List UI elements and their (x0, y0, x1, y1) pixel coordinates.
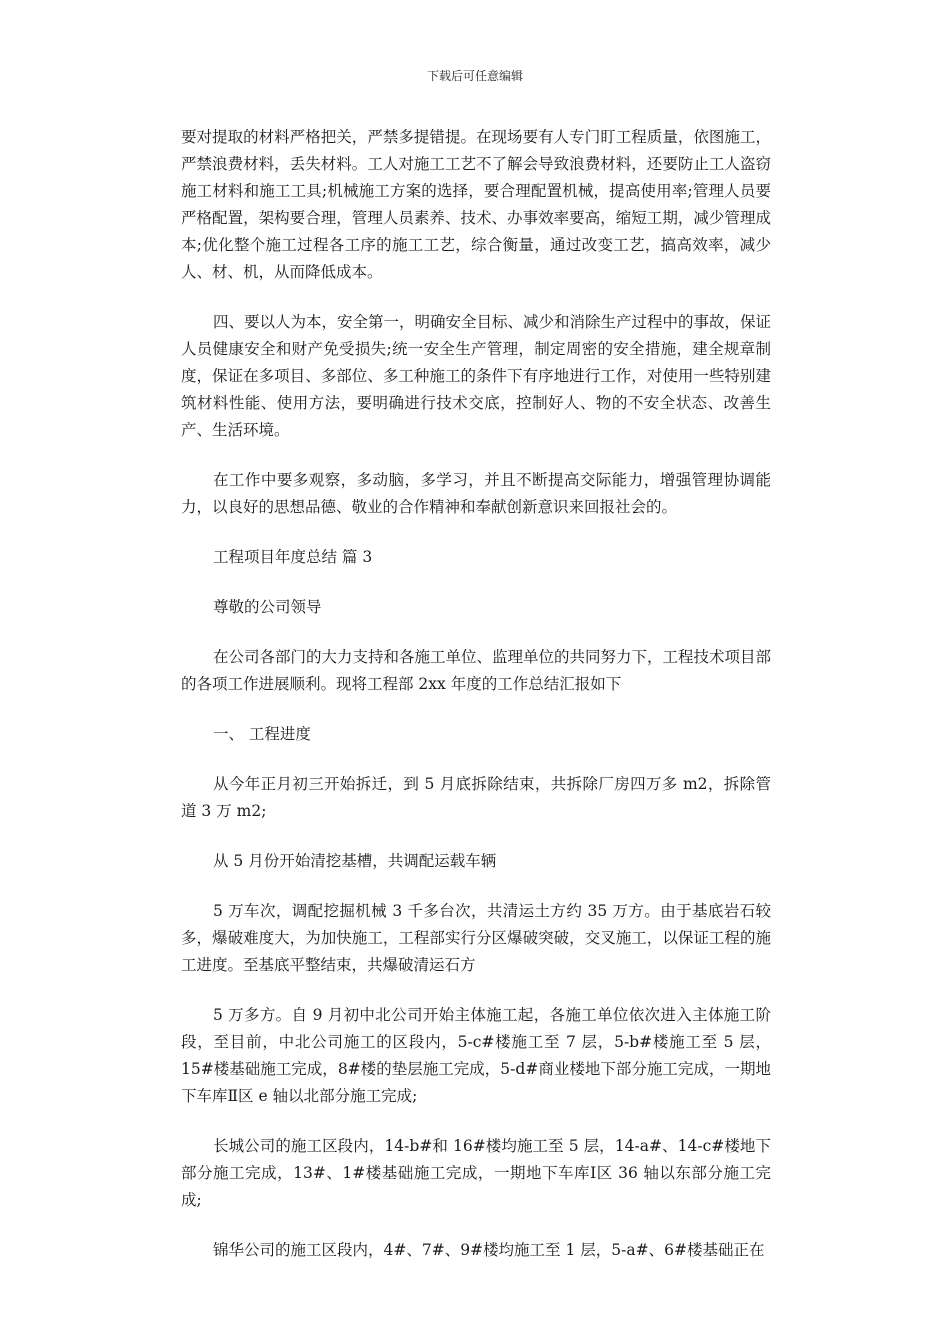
paragraph-changcheng: 长城公司的施工区段内，14-b#和 16#楼均施工至 5 层，14-a#、14-c#楼地下部分施工完成，13#、1#楼基础施工完成，一期地下车库Ⅰ区 36 轴以东部分施工完成; (181, 1137, 771, 1209)
section-title: 工程项目年度总结 篇 3 (213, 548, 373, 566)
paragraph-zhongbei: 5 万多方。自 9 月初中北公司开始主体施工起，各施工单位依次进入主体施工阶段，至目前，中北公司施工的区段内，5-c#楼施工至 7 层，5-b#楼施工至 5 层，15#楼基础施工完成，8#楼的垫层施工完成，5-d#商业楼地下部分施工完成，一期地下车库Ⅱ区 e 轴以北部分施工完成; (181, 1006, 771, 1105)
paragraph-excavation-detail: 5 万车次，调配挖掘机械 3 千多台次，共清运土方约 35 万方。由于基底岩石较多，爆破难度大，为加快施工，工程部实行分区爆破突破，交叉施工，以保证工程的施工进度。至基底平整结束，共爆破清运石方 (181, 902, 771, 974)
paragraph-cost-control: 要对提取的材料严格把关，严禁多提错提。在现场要有人专门盯工程质量，依图施工，严禁浪费材料，丢失材料。工人对施工工艺不了解会导致浪费材料，还要防止工人盗窃施工材料和施工工具;机械施工方案的选择，要合理配置机械，提高使用率;管理人员要严格配置，架构要合理，管理人员素养、技术、办事效率要高，缩短工期，减少管理成本;优化整个施工过程各工序的施工工艺，综合衡量，通过改变工艺，搞高效率，减少人、材、机，从而降低成本。 (181, 128, 771, 281)
page-header: 下载后可任意编辑 (426, 69, 523, 83)
paragraph-intro: 在公司各部门的大力支持和各施工单位、监理单位的共同努力下，工程技术项目部的各项工作进展顺利。现将工程部 2xx 年度的工作总结汇报如下 (181, 648, 772, 693)
paragraph-safety: 四、要以人为本，安全第一，明确安全目标、减少和消除生产过程中的事故，保证人员健康安全和财产免受损失;统一安全生产管理，制定周密的安全措施，建全规章制度，保证在多项目、多部位、多工种施工的条件下有序地进行工作，对使用一些特别建筑材料性能、使用方法，要明确进行技术交底，控制好人、物的不安全状态、改善生产、生活环境。 (181, 313, 772, 439)
salutation: 尊敬的公司领导 (213, 598, 322, 616)
subsection-title-progress: 一、 工程进度 (213, 725, 311, 743)
document-body (181, 124, 771, 1287)
paragraph-work-attitude: 在工作中要多观察，多动脑，多学习，并且不断提高交际能力，增强管理协调能力，以良好的思想品德、敬业的合作精神和奉献创新意识来回报社会的。 (181, 471, 771, 516)
paragraph-excavation-start: 从 5 月份开始清挖基槽，共调配运载车辆 (213, 852, 497, 870)
paragraph-demolition: 从今年正月初三开始拆迁，到 5 月底拆除结束，共拆除厂房四万多 m2，拆除管道 3 万 m2; (181, 775, 771, 820)
paragraph-jinhua: 锦华公司的施工区段内，4#、7#、9#楼均施工至 1 层，5-a#、6#楼基础正在 (213, 1241, 765, 1259)
